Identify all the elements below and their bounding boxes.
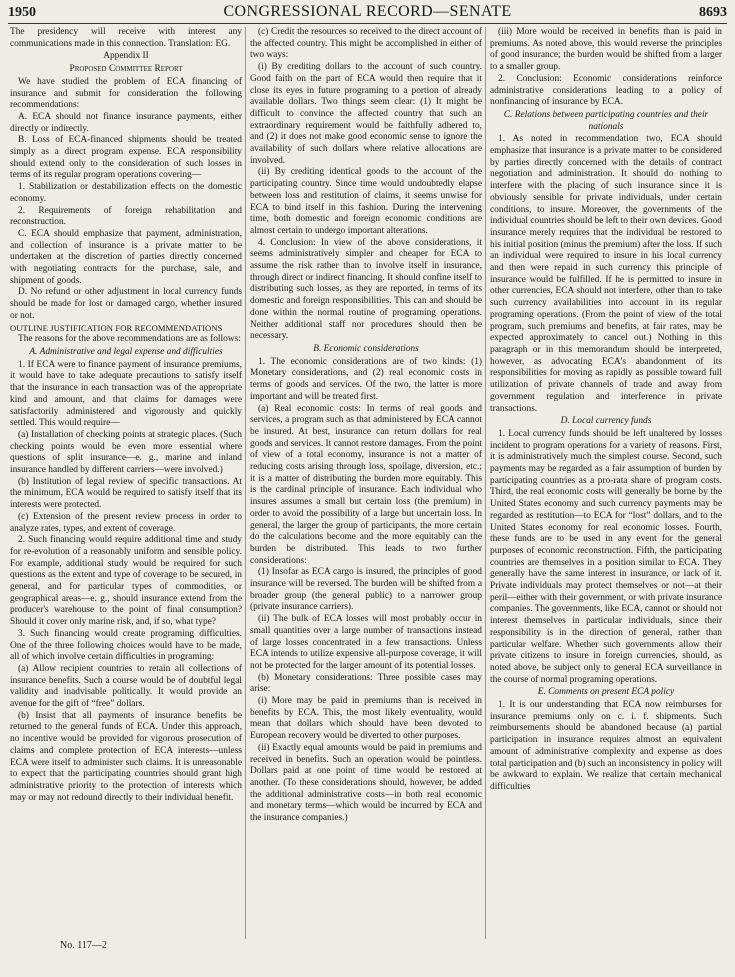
column-divider bbox=[485, 27, 486, 939]
paragraph: (a) Installation of checking points at strategic places. (Such checking points would be even more essential where questions of split insurance—e. g., marine and inland insurance handled by different carriers—were involved.) bbox=[10, 429, 242, 476]
paragraph: (b) Monetary considerations: Three possible cases may arise: bbox=[250, 672, 482, 695]
paragraph: B. Loss of ECA-financed shipments should be treated simply as a direct program expense. ECA responsibility should extend only to the consideration of such losses in terms of its regular program operations covering— bbox=[10, 135, 242, 181]
paragraph: The presidency will receive with interest any communications made in this connection. Translation: EG. bbox=[10, 27, 242, 49]
paragraph: (1) Insofar as ECA cargo is insured, the principles of good insurance will be reversed. The burden will be shifted from a broader group (the general public) to a narrower group (private insurance carriers). bbox=[250, 567, 482, 613]
paragraph: 1. As noted in recommendation two, ECA should emphasize that insurance is a private matter to be considered by parties directly concerned with the details of contract negotiation and administration. It should do nothing to interfere with the placing of such insurance since it is obviously sensible for private individuals, under certain conditions, to insure. Moreover, the governments of the individual countries should be left to their own devices. Good insurance merely requires that the individual be restored to his initial position (minus the premium) after the loss. If such an individual were required to insure in his local currency and then were repaid in such currency this principle of insurance would be fulfilled. If he is permitted to insure in other currencies, ECA should not interfere, other than to take such currency availabilities into account in its regular programing operations. (From the point of view of the total program, such premiums and benefits, at fair rates, may be expected approximately to cancel out.) Nothing in this paragraph or in this memorandum should be interpreted, however, as advocating ECA's abandonment of its responsibilities for moving as rapidly as possible toward full utilization of private channels of trade and away from government regulation and interference in private transactions. bbox=[490, 134, 722, 414]
paragraph: (b) Insist that all payments of insurance benefits be returned to the general funds of ECA. Under this approach, no incentive would be provided for vigorous prosecution of claims and complete protection of ECA interests—unless ECA were itself to administer such claims. It is unreasonable to expect that the participating countries should grant high administrative priority to the protection of interests which may or may not redound directly to their individual benefit. bbox=[10, 710, 242, 803]
page-number: 8693 bbox=[698, 5, 727, 20]
paragraph: (ii) The bulk of ECA losses will most probably occur in small quantities over a large number of transactions instead of large losses concentrated in a few transactions. Unless ECA intends to utilize expensive all-purpose coverage, it will not be protected for the larger amount of its potential losses. bbox=[250, 614, 482, 671]
paragraph: 2. Requirements of foreign rehabilitation and reconstruction. bbox=[10, 205, 242, 228]
paragraph: (c) Credit the resources so received to the direct account of the affected country. This might be accomplished in either of two ways: bbox=[250, 27, 482, 61]
column-divider bbox=[245, 27, 246, 939]
paragraph: A. Administrative and legal expense and difficulties bbox=[29, 346, 223, 357]
year: 1950 bbox=[8, 5, 36, 20]
paragraph: 4. Conclusion: In view of the above considerations, it seems administratively simpler and cheaper for ECA to assume the risk rather than to involve itself in insurance, through direct or indirect financing. It should confine itself to distributing such losses, as they are reported, in terms of its domestic and foreign responsibilities. This can and should be done within the normal routine of programing operations. Neither additional staff nor procedures should then be necessary. bbox=[250, 237, 482, 342]
header-rule bbox=[8, 23, 727, 24]
column-1 bbox=[10, 27, 242, 947]
paragraph: (a) Real economic costs: In terms of real goods and services, a program such as that administered by ECA cannot be insured. At best, insurance can return dollars for real goods and services. It cannot restore damages. From the point of view of a total economy, insurance is not a matter of reducing costs arising through loss, spoilage, diversion, etc.; it is a matter of distributing the burden more equitably. This is the cardinal principle of insurance. Each individual who insures assumes a small but certain loss (the premium) in order to avoid the possibility of a large but uncertain loss. In general, the larger the group of participants, the more certain do the calculations become and the more equitably can the burden be distributed. This leads to two further considerations: bbox=[250, 403, 482, 566]
paragraph: E. Comments on present ECA policy bbox=[537, 687, 675, 698]
paragraph: (a) Allow recipient countries to retain all collections of insurance benefits. Such a course would be of doubtful legal validity and inadvisable politically. It would provide an avenue for the gift of “free” dollars. bbox=[10, 663, 242, 710]
column-2 bbox=[250, 27, 482, 947]
paragraph: A. ECA should not finance insurance payments, either directly or indirectly. bbox=[10, 111, 242, 134]
paragraph: (b) Institution of legal review of specific transactions. At the minimum, ECA would be required to satisfy itself that its interests were protected. bbox=[10, 476, 242, 511]
paragraph: Proposed Committee Report bbox=[69, 64, 183, 75]
paragraph: The reasons for the above recommendations are as follows: bbox=[18, 334, 241, 345]
paragraph: 1. If ECA were to finance payment of insurance premiums, it would have to take adequate precautions to satisfy itself that the insurance in each transaction was of the appropriate kind and amount, and that claims for damages were satisfactorily administered and vigorously and quickly settled. This would require— bbox=[10, 359, 242, 429]
paragraph: 3. Such financing would create programing difficulties. One of the three following choices would have to be made, all of which involve certain difficulties in programing: bbox=[10, 628, 242, 663]
footer-number: No. 117—2 bbox=[60, 940, 107, 951]
paragraph: 2. Conclusion: Economic considerations reinforce administrative considerations leading to a policy of nonfinancing of insurance by ECA. bbox=[490, 73, 722, 108]
publication-title: CONGRESSIONAL RECORD—SENATE bbox=[223, 3, 512, 20]
paragraph: 1. Local currency funds should be left unaltered by losses incident to program operations for a variety of reasons. First, it is administratively much the simplest course. Second, such payments may be regarded as a fair assumption of burden by participating countries as a pro-rata share of program costs. Third, the real economic costs will generally be borne by the United States economy and such currency payments may be regarded as restitution—to ECA for “lost” dollars, and to the United States economy for real economic losses. Fourth, these funds are to be used in any event for the general purposes of economic reconstruction. Fifth, the participating countries are themselves in a position similar to ECA. They generally have the same interest in insurance, or lack of it. Private individuals may protect themselves or not—at their peril—either with their government, or with private insurance companies. The governments, like ECA, cannot or should not interest themselves in particular individuals, since their responsibility is in the direction of general, rather than particular welfare. Whether such governments allow their private citizens to insure in foreign currencies, should, as noted above, be subject only to general ECA surveillance in the course of normal programing operations. bbox=[490, 428, 722, 685]
paragraph: (iii) More would be received in benefits than is paid in premiums. As noted above, this would reverse the principles of good insurance; the burden would be shifted from a larger to a smaller group. bbox=[490, 27, 722, 73]
paragraph: 1. It is our understanding that ECA now reimburses for insurance premiums only on c. i. f. shipments. Such reimbursements should be abandoned because (a) partial participation in insurance requires almost an equivalent amount of administrative complexity and expense as does total participation and (b) such an inconsistency in policy will be awkward to explain. We realize that certain mechanical difficulties bbox=[490, 700, 722, 792]
paragraph: (i) By crediting dollars to the account of such country. Good faith on the part of ECA would then require that it close its eyes in future programing to a portion of already available dollars. Two things seem clear: (1) It might be difficult to convince the affected country that such an extraordinary requirement would be faithfully adhered to, and (2) it does not make good economic sense to ignore the availability of such dollars where relative allocations are involved. bbox=[250, 62, 482, 166]
paragraph: OUTLINE JUSTIFICATION FOR RECOMMENDATIONS bbox=[10, 322, 223, 333]
paragraph: Appendix II bbox=[103, 51, 149, 62]
paragraph: 1. Stabilization or destabilization effects on the domestic economy. bbox=[10, 182, 242, 204]
paragraph: (ii) Exactly equal amounts would be paid in premiums and received in benefits. Such an operation would be pointless. Dollars paid at one point of time would be restored at another. (To these considerations should, however, be added the additional administrative costs—in both real economic and monetary terms—which would be incurred by ECA and the insurance companies.) bbox=[250, 742, 482, 824]
paragraph: C. ECA should emphasize that payment, administration, and collection of insurance is a private matter to be undertaken at the discretion of parties directly concerned with negotiating contracts for the purchase, sale, and shipment of goods. bbox=[10, 228, 242, 286]
paragraph: (ii) By crediting identical goods to the account of the participating country. Since time would undoubtedly elapse between loss and restitution of claims, it seems unwise for ECA to bind itself in this fashion. During the intervening time, both domestic and foreign economic conditions are almost certain to undergo important alterations. bbox=[250, 167, 482, 236]
paragraph: 2. Such financing would require additional time and study for re-evolution of a reasonably uniform and sensible policy. For example, additional study would be required for such questions as the extent and type of coverage to be secured, in general, and for particular types of commodities, or geographical areas—e. g., should insurance extend from the producer's warehouse to the point of final consumption? Should it cover only marine risk, and, if so, what type? bbox=[10, 535, 242, 628]
paragraph: C. Relations between participating countries and their nationals bbox=[503, 109, 709, 132]
paragraph: (c) Extension of the present review process in order to analyze rates, types, and extent of coverage. bbox=[10, 511, 242, 534]
paragraph: We have studied the problem of ECA financing of insurance and submit for consideration the following recommendations: bbox=[10, 76, 242, 111]
column-3 bbox=[490, 27, 722, 947]
paragraph: D. No refund or other adjustment in local currency funds should be made for lost or damaged cargo, whether insured or not. bbox=[10, 287, 242, 321]
paragraph: (i) More may be paid in premiums than is received in benefits by ECA. This, the most likely eventuality, would mean that dollars which should have been devoted to European recovery would be diverted to other purposes. bbox=[250, 696, 482, 742]
paragraph: D. Local currency funds bbox=[560, 416, 652, 427]
paragraph: 1. The economic considerations are of two kinds: (1) Monetary considerations, and (2) real economic costs in terms of goods and services. Of the two, the latter is more important and will be treated first. bbox=[250, 356, 482, 402]
page-header bbox=[8, 3, 727, 23]
paragraph: B. Economic considerations bbox=[313, 343, 419, 354]
